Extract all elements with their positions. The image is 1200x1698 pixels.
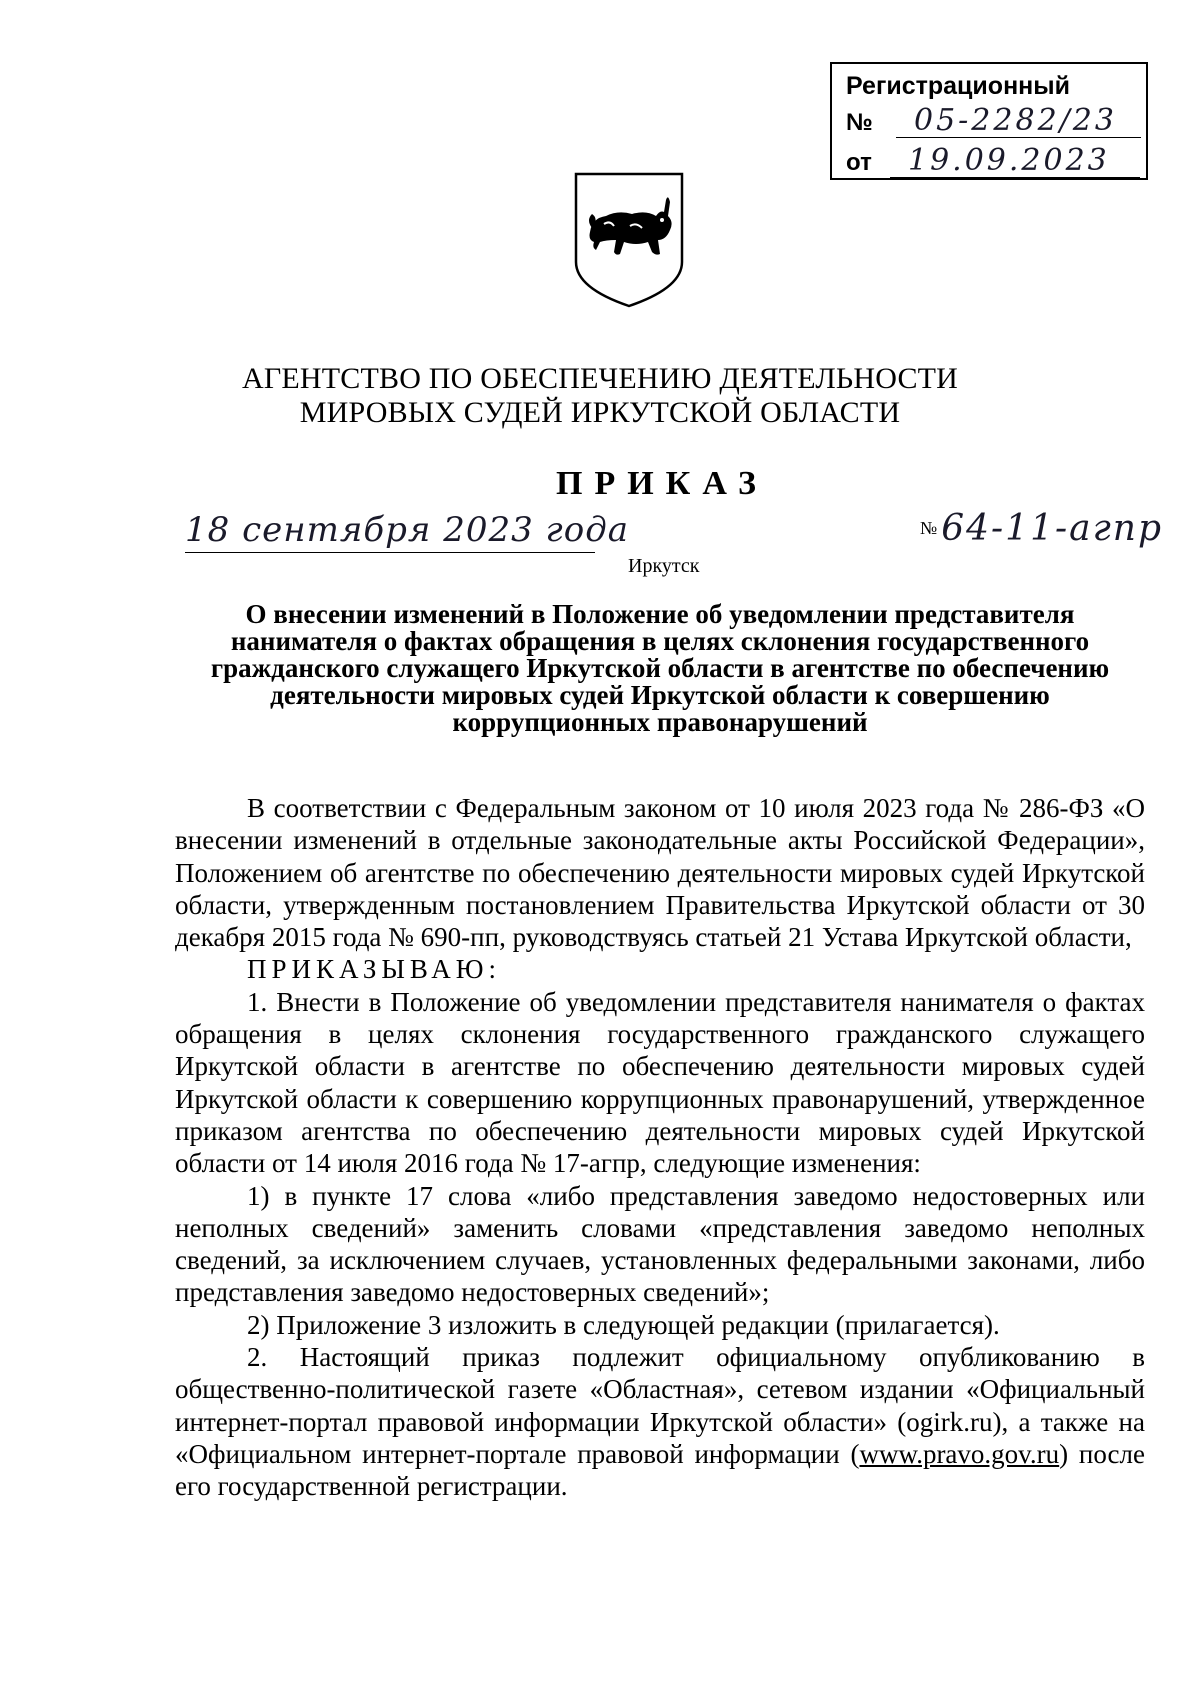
coat-of-arms-icon [570,170,688,310]
agency-name-line-2: МИРОВЫХ СУДЕЙ ИРКУТСКОЙ ОБЛАСТИ [299,396,901,429]
registration-date-label: от [846,149,872,176]
date-underline [185,552,595,553]
agency-name-line-1: АГЕНТСТВО ПО ОБЕСПЕЧЕНИЮ ДЕЯТЕЛЬНОСТИ [241,362,959,395]
item-2 [175,1341,1145,1502]
number-sign: № [920,518,938,538]
pravo-link[interactable]: www.pravo.gov.ru [859,1438,1060,1469]
order-word: ПРИКАЗЫВАЮ: [247,954,501,985]
registration-stamp [830,62,1148,180]
registration-number-line [896,103,1141,138]
item-2-text: 2. Настоящий приказ подлежит официальному опубликованию в общественно-политической газете «Областная», сетевом издании «Официальный интернет-портал правовой информации Иркутской области» (ogirk.ru), а также на «Официальном интернет-портале правовой информации ( [175,1342,1145,1469]
registration-number-row [846,103,1117,138]
document-body [175,792,1145,1503]
order-number [920,508,1163,549]
document-type-title: ПРИКАЗ [556,465,768,502]
city-name: Иркутск [628,555,700,577]
registration-date-value: 19.09.2023 [908,143,1110,178]
registration-date-line [890,143,1140,178]
intro-paragraph: В соответствии с Федеральным законом от 10 июля 2023 года № 286-ФЗ «О внесении изменений в отдельные законодательные акты Российской Федерации», Положением об агентстве по обеспечению деятельности мировых судей Иркутской области, утвержденным постановлением Правительства Иркутской области от 30 декабря 2015 года № 690-пп, руководствуясь статьей 21 Устава Иркутской области, [175,793,1145,953]
document-heading: О внесении изменений в Положение об уведомлении представителя нанимателя о фактах обращения в целях склонения государственного гражданского служащего Иркутской области в агентстве по обеспечению деятельности мировых судей Иркутской области к совершению коррупционных правонарушений [210,599,1110,737]
handwritten-order-number: 64-11-агпр [941,508,1164,549]
registration-number-label: № [846,109,873,136]
agency-name [0,362,1200,430]
registration-title: Регистрационный [846,72,1070,100]
item-2-tail: ) после его государственной регистрации. [175,1438,1145,1502]
item-1-2: 2) Приложение 3 изложить в следующей редакции (прилагается). [247,1309,1000,1340]
item-1-1: 1) в пункте 17 слова «либо представления заведомо недостоверных или неполных сведений» заменить словами «представления заведомо неполных сведений, за исключением случаев, установленных федеральными законами, либо представления заведомо недостоверных сведений»; [175,1180,1145,1308]
handwritten-date: 18 сентября 2023 года [185,510,630,550]
registration-number-value: 05-2282/23 [914,103,1117,138]
registration-date-row [846,143,1110,178]
item-1: 1. Внести в Положение об уведомлении представителя нанимателя о фактах обращения в целях склонения государственного гражданского служащего Иркутской области в агентстве по обеспечению деятельности мировых судей Иркутской области к совершению коррупционных правонарушений, утвержденное приказом агентства по обеспечению деятельности мировых судей Иркутской области от 14 июля 2016 года № 17-агпр, следующие изменения: [175,986,1145,1179]
